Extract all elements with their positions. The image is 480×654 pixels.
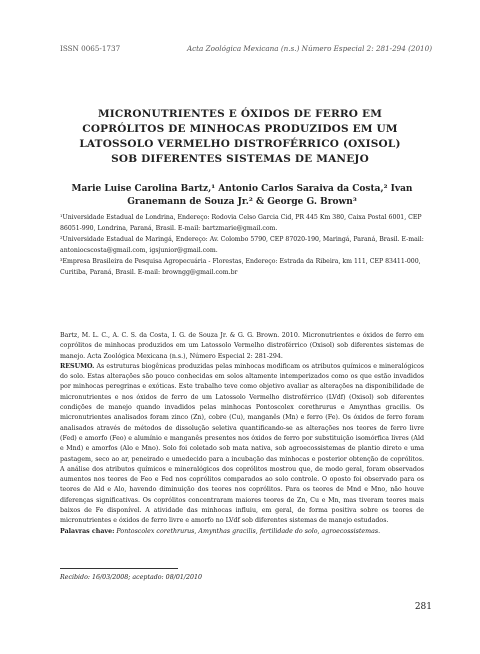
affiliation-1: ¹Universidade Estadual de Londrina, Endereço: Rodovia Celso Garcia Cid, PR 445 Km 380, Caixa Postal 6001, CEP 86051-990, Londrina, Paraná, Brasil. E-mail: bartzmarie@gmail.com. (60, 214, 422, 232)
abstract-block (60, 331, 424, 537)
resumo-text: As estruturas biogênicas produzidas pelas minhocas modificam os atributos químicos e mineralógicos do solo. Estas alterações são pouco conhecidas em solos altamente intemperizados como os que estão invadidos por minhocas peregrinas e exóticas. Este trabalho teve como objetivo avaliar as alterações na disponibilidade de micronutrientes e nos óxidos de ferro de um Latossolo Vermelho distroférrico (LVdf) (Oxisol) sob diferentes condições de manejo quando invadidos pelas minhocas Pontoscolex corethrurus e Amynthas gracilis. Os micronutrientes analisados foram zinco (Zn), cobre (Cu), manganês (Mn) e ferro (Fe). Os óxidos de ferro foram analisados através de métodos de dissolução seletiva quantificando-se as alterações nos teores de ferro livre (Fed) e amorfo (Feo) e alumínio e manganês presentes nos óxidos de ferro por substituição isomórfica livres (Ald e Mnd) e amorfos (Alo e Mno). Solo foi coletado sob mata nativa, sob agroecossistemas de plantio direto e uma pastagem, seco ao ar, peneirado e umedecido para a incubação das minhocas e posterior obtenção de coprólitos. A análise dos atributos químicos e mineralógicos dos coprólitos mostrou que, de modo geral, foram observados aumentos nos teores de Feo e Fed nos coprólitos comparados ao solo controle. O oposto foi observado para os teores de Ald e Alo, havendo diminuição dos teores nos coprólitos. Para os teores de Mnd e Mno, não houve diferenças significativas. Os coprólitos concentraram maiores teores de Zn, Cu e Mn, mas tiveram teores mais baixos de Fe disponível. A atividade das minhocas influiu, em geral, de forma positiva sobre os teores de micronutrientes e óxidos de ferro livre e amorfo no LVdf sob diferentes sistemas de manejo estudados. (60, 362, 424, 525)
page-number: 281 (414, 602, 432, 612)
issn: ISSN 0065-1737 (60, 44, 121, 53)
footnote-divider (60, 568, 178, 569)
journal-citation: Acta Zoológica Mexicana (n.s.) Número Especial 2: 281-294 (2010) (186, 44, 432, 53)
affiliations (60, 212, 424, 278)
keywords (60, 527, 424, 537)
resumo (60, 362, 424, 527)
affiliation-3: ³Empresa Brasileira de Pesquisa Agropecuária - Florestas, Endereço: Estrada da Ribeira, km 111, CEP 83411-000, Curitiba, Paraná, Brasil. E-mail: browngg@gmail.com.br (60, 258, 421, 276)
keywords-text: Pontoscolex corethrurus, Amynthas gracilis, fertilidade do solo, agroecossistemas. (116, 527, 381, 535)
affiliation-2: ²Universidade Estadual de Maringá, Endereço: Av. Colombo 5790, CEP 87020-190, Maringá, Paraná, Brasil. E-mail: antoniocscosta@gmail.com, igsjunior@gmail.com. (60, 236, 424, 254)
keywords-label: Palavras chave: (60, 527, 115, 535)
received-date: Recibido: 16/03/2008; aceptado: 08/01/2010 (60, 574, 202, 581)
author-list: Marie Luise Carolina Bartz,¹ Antonio Carlos Saraiva da Costa,² Ivan Granemann de Souza Jr.² & George G. Brown³ (71, 184, 413, 207)
paper-title: MICRONUTRIENTES E ÓXIDOS DE FERRO EM COPRÓLITOS DE MINHOCAS PRODUZIDOS EM UM LATOSSOLO VERMELHO DISTROFÉRRICO (OXISOL) SOB DIFERENTES SISTEMAS DE MANEJO (79, 108, 401, 165)
resumo-label: RESUMO. (60, 362, 95, 370)
citation: Bartz, M. L. C., A. C. S. da Costa, I. G. de Souza Jr. & G. G. Brown. 2010. Micronutrientes e óxidos de ferro em coprólitos de minhocas produzidos em um Latossolo Vermelho distroférrico (Oxisol) sob diferentes sistemas de manejo. Acta Zoológica Mexicana (n.s.), Número Especial 2: 281-294. (60, 332, 424, 360)
